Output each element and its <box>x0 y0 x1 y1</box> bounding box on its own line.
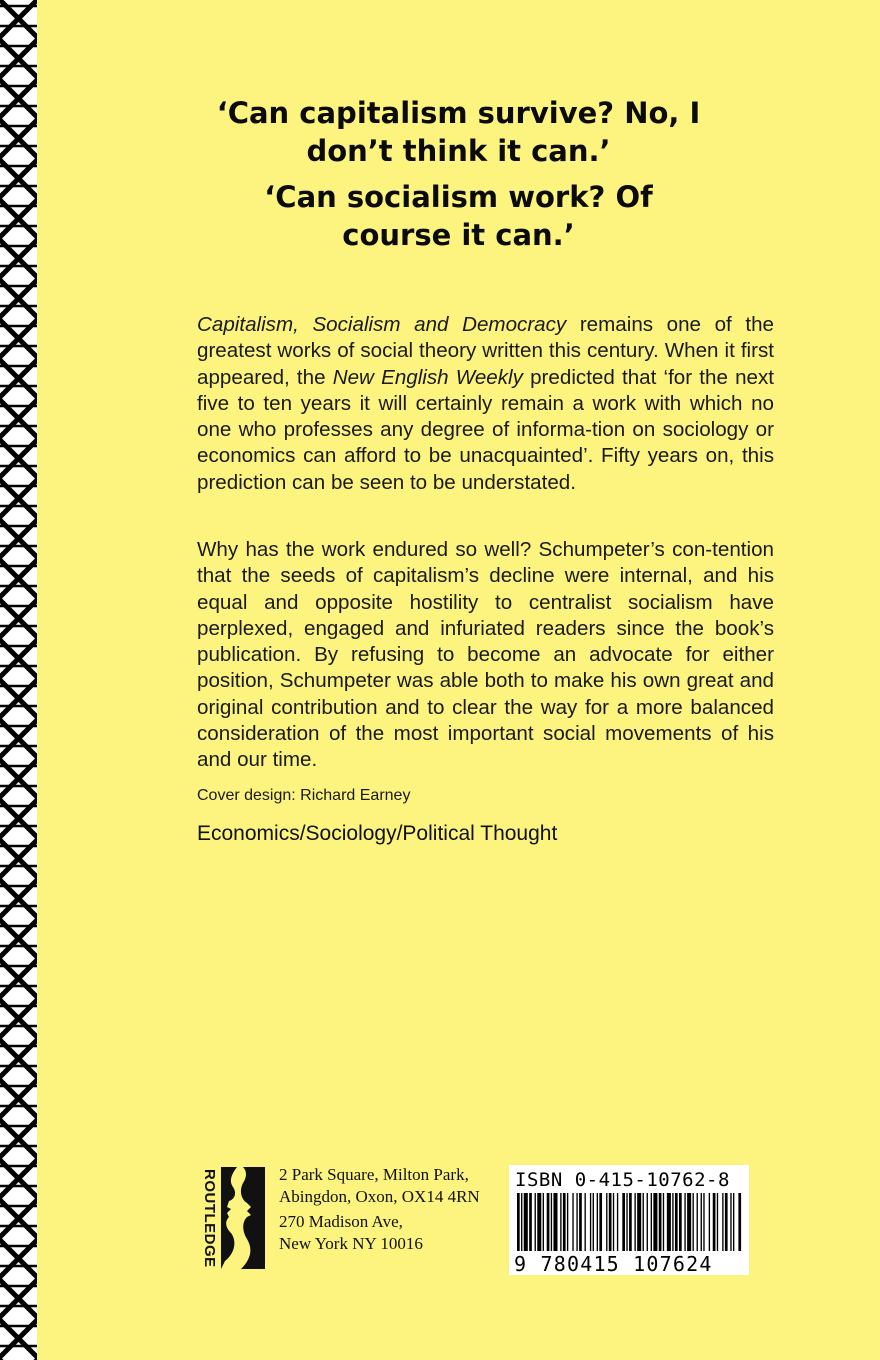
barcode-bar <box>738 1193 741 1251</box>
patterned-border <box>0 0 37 1360</box>
barcode-bar <box>717 1193 718 1251</box>
barcode-bar <box>579 1193 582 1251</box>
routledge-wordmark: ROUTLEDGE <box>201 1169 218 1268</box>
barcode-bars <box>515 1193 743 1251</box>
barcode-bar <box>672 1193 673 1251</box>
barcode-bar <box>667 1193 671 1251</box>
barcode-bar <box>663 1193 664 1251</box>
barcode-bar <box>553 1193 557 1251</box>
barcode-bar <box>521 1193 522 1251</box>
barcode-bar <box>629 1193 632 1251</box>
barcode-bar <box>567 1193 568 1251</box>
barcode-bar <box>572 1193 573 1251</box>
barcode-bar <box>609 1193 612 1251</box>
blurb-paragraph-1 <box>197 312 774 496</box>
address-uk-line2: Abingdon, Oxon, OX14 4RN <box>279 1186 480 1206</box>
barcode-bar <box>617 1193 618 1251</box>
barcode-bar <box>613 1193 614 1251</box>
back-cover <box>37 0 880 1360</box>
barcode-bar <box>713 1193 716 1251</box>
barcode-bar <box>722 1193 723 1251</box>
blurb-text-b: predicted that ‘for the next five to ten years it will certainly remain a work with which no one who professes any degree of informa-tion on sociology or economics can afford to be unacquainted’. Fifty years on, this prediction can be seen to be understated. <box>197 365 774 494</box>
barcode-bar <box>675 1193 678 1251</box>
barcode-bar <box>535 1193 536 1251</box>
barcode-bar <box>543 1193 544 1251</box>
barcode-bar <box>537 1193 541 1251</box>
barcode-bar <box>524 1193 528 1251</box>
barcode-bar <box>590 1193 591 1251</box>
barcode-bar <box>709 1193 710 1251</box>
blurb-text-a: remains one of the greatest works of social theory written this century. When it first appeared, the <box>197 313 774 389</box>
barcode-bar <box>651 1193 652 1251</box>
barcode-bar <box>517 1193 520 1251</box>
ean-number: 9 780415 107624 <box>514 1252 713 1276</box>
barcode-bar <box>733 1193 734 1251</box>
barcode-bar <box>597 1193 598 1251</box>
barcode-bar <box>560 1193 561 1251</box>
barcode-bar <box>626 1193 627 1251</box>
barcode-bar <box>529 1193 532 1251</box>
barcode-bar <box>653 1193 657 1251</box>
barcode-bar <box>622 1193 625 1251</box>
address-uk-line1: 2 Park Square, Milton Park, <box>279 1165 469 1184</box>
blurb-paragraph-2 <box>197 537 774 774</box>
barcode-bar <box>684 1193 685 1251</box>
quote-socialism-line2: course it can.’ <box>342 218 575 252</box>
barcode-bar <box>730 1193 731 1251</box>
barcode-bar <box>576 1193 577 1251</box>
barcode-bar <box>697 1193 698 1251</box>
barcode-bar <box>551 1193 552 1251</box>
barcode-bar <box>563 1193 566 1251</box>
barcode-bar <box>585 1193 586 1251</box>
quote-socialism-line1: ‘Can socialism work? Of <box>264 180 653 214</box>
barcode-bar <box>701 1193 702 1251</box>
barcode-bar <box>547 1193 550 1251</box>
address-us-line1: 270 Madison Ave, <box>279 1212 403 1231</box>
isbn-barcode <box>509 1165 749 1275</box>
barcode-bar <box>599 1193 602 1251</box>
book-title-italic: Capitalism, Socialism and Democracy <box>197 313 567 336</box>
cover-credit: Cover design: Richard Earney <box>197 787 411 804</box>
barcode-bar <box>725 1193 728 1251</box>
quote-capitalism-line2: don’t think it can.’ <box>306 134 611 168</box>
address-us-line2: New York NY 10016 <box>279 1233 423 1253</box>
quote-socialism <box>37 178 880 254</box>
barcode-bar <box>606 1193 607 1251</box>
blurb-paragraph-2-text: Why has the work endured so well? Schumpeter’s con-tention that the seeds of capitalism’s decline were internal, and his equal and opposite hostility to centralist socialism have perplexed, engaged and infuriated readers since the book’s publication. By refusing to become an advocate for either position, Schumpeter was able both to make his own great and original contribution and to clear the way for a more balanced consideration of the most important social movements of his and our time. <box>197 538 774 772</box>
barcode-bar <box>679 1193 682 1251</box>
barcode-bar <box>593 1193 594 1251</box>
routledge-logo <box>191 1163 269 1273</box>
journal-title-italic: New English Weekly <box>332 365 523 389</box>
isbn-label: ISBN 0-415-10762-8 <box>515 1169 730 1191</box>
barcode-bar <box>643 1193 644 1251</box>
barcode-bar <box>647 1193 648 1251</box>
barcode-bar <box>634 1193 635 1251</box>
quote-capitalism-line1: ‘Can capitalism survive? No, I <box>216 96 701 130</box>
barcode-bar <box>693 1193 694 1251</box>
barcode-bar <box>659 1193 662 1251</box>
barcode-bar <box>703 1193 704 1251</box>
publisher-address <box>279 1164 480 1254</box>
barcode-bar <box>637 1193 641 1251</box>
barcode-bar <box>687 1193 691 1251</box>
subject-category: Economics/Sociology/Political Thought <box>197 822 558 845</box>
quote-capitalism <box>37 94 880 170</box>
